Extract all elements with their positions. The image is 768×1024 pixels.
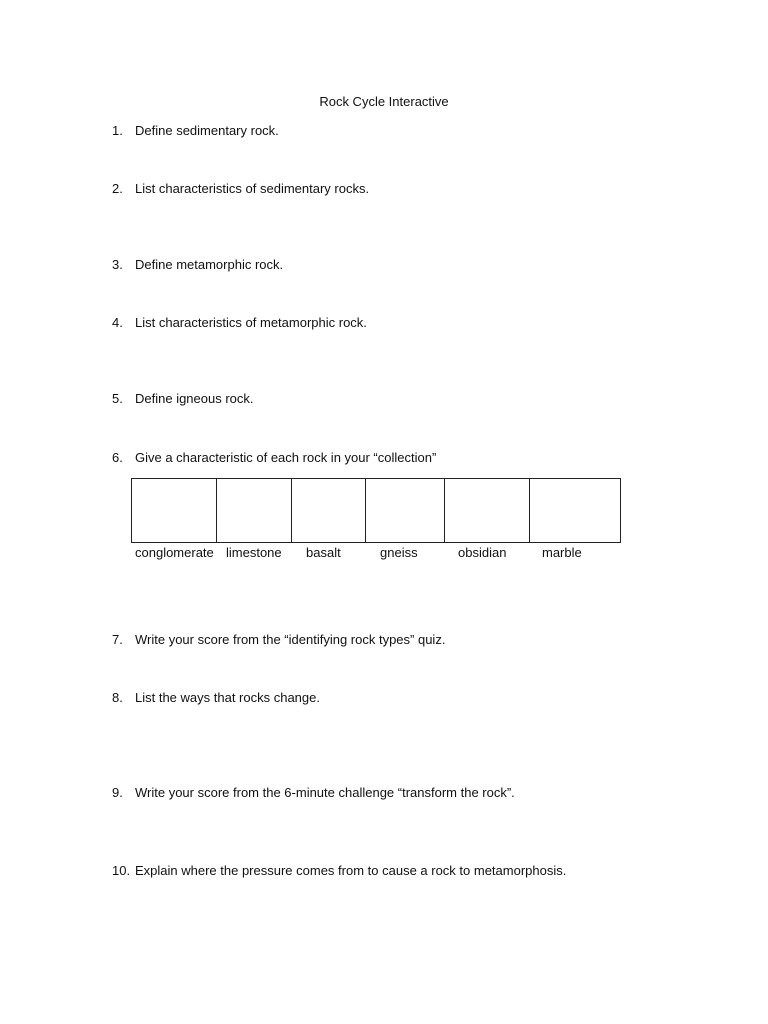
rock-label-obsidian: obsidian (458, 545, 507, 560)
answer-cell-conglomerate[interactable] (132, 479, 217, 543)
question-9 (112, 785, 515, 800)
question-number: 7. (112, 632, 123, 647)
rock-label-basalt: basalt (306, 545, 341, 560)
question-number: 6. (112, 450, 123, 465)
answer-cell-limestone[interactable] (217, 479, 292, 543)
question-number: 1. (112, 123, 123, 138)
question-number: 8. (112, 690, 123, 705)
question-number: 9. (112, 785, 123, 800)
question-text: Define metamorphic rock. (135, 257, 284, 272)
question-number: 4. (112, 315, 123, 330)
question-text: Write your score from the 6-minute challenge “transform the rock”. (135, 785, 515, 800)
question-10 (112, 863, 566, 878)
rock-label-conglomerate: conglomerate (135, 545, 214, 560)
question-6 (112, 450, 436, 465)
page-title: Rock Cycle Interactive (319, 94, 449, 109)
answer-cell-obsidian[interactable] (445, 479, 530, 543)
question-1 (112, 123, 279, 138)
question-3 (112, 257, 283, 272)
question-text: Give a characteristic of each rock in your “collection” (135, 450, 437, 465)
question-number: 3. (112, 257, 123, 272)
question-5 (112, 391, 254, 406)
rock-label-marble: marble (542, 545, 582, 560)
question-text: List characteristics of sedimentary rocks. (135, 181, 370, 196)
question-8 (112, 690, 320, 705)
rock-collection-table (131, 478, 621, 543)
answer-cell-gneiss[interactable] (366, 479, 445, 543)
question-number: 10. (112, 863, 131, 878)
question-number: 2. (112, 181, 123, 196)
question-2 (112, 181, 369, 196)
question-4 (112, 315, 367, 330)
answer-cell-basalt[interactable] (292, 479, 366, 543)
question-text: Define igneous rock. (135, 391, 254, 406)
answer-cell-marble[interactable] (530, 479, 621, 543)
question-text: List characteristics of metamorphic rock. (135, 315, 367, 330)
question-text: List the ways that rocks change. (135, 690, 320, 705)
question-number: 5. (112, 391, 123, 406)
rock-label-limestone: limestone (226, 545, 282, 560)
question-7 (112, 632, 445, 647)
question-text: Write your score from the “identifying rock types” quiz. (135, 632, 446, 647)
question-text: Explain where the pressure comes from to cause a rock to metamorphosis. (135, 863, 567, 878)
question-text: Define sedimentary rock. (135, 123, 279, 138)
table-row (132, 479, 621, 543)
rock-label-gneiss: gneiss (380, 545, 418, 560)
